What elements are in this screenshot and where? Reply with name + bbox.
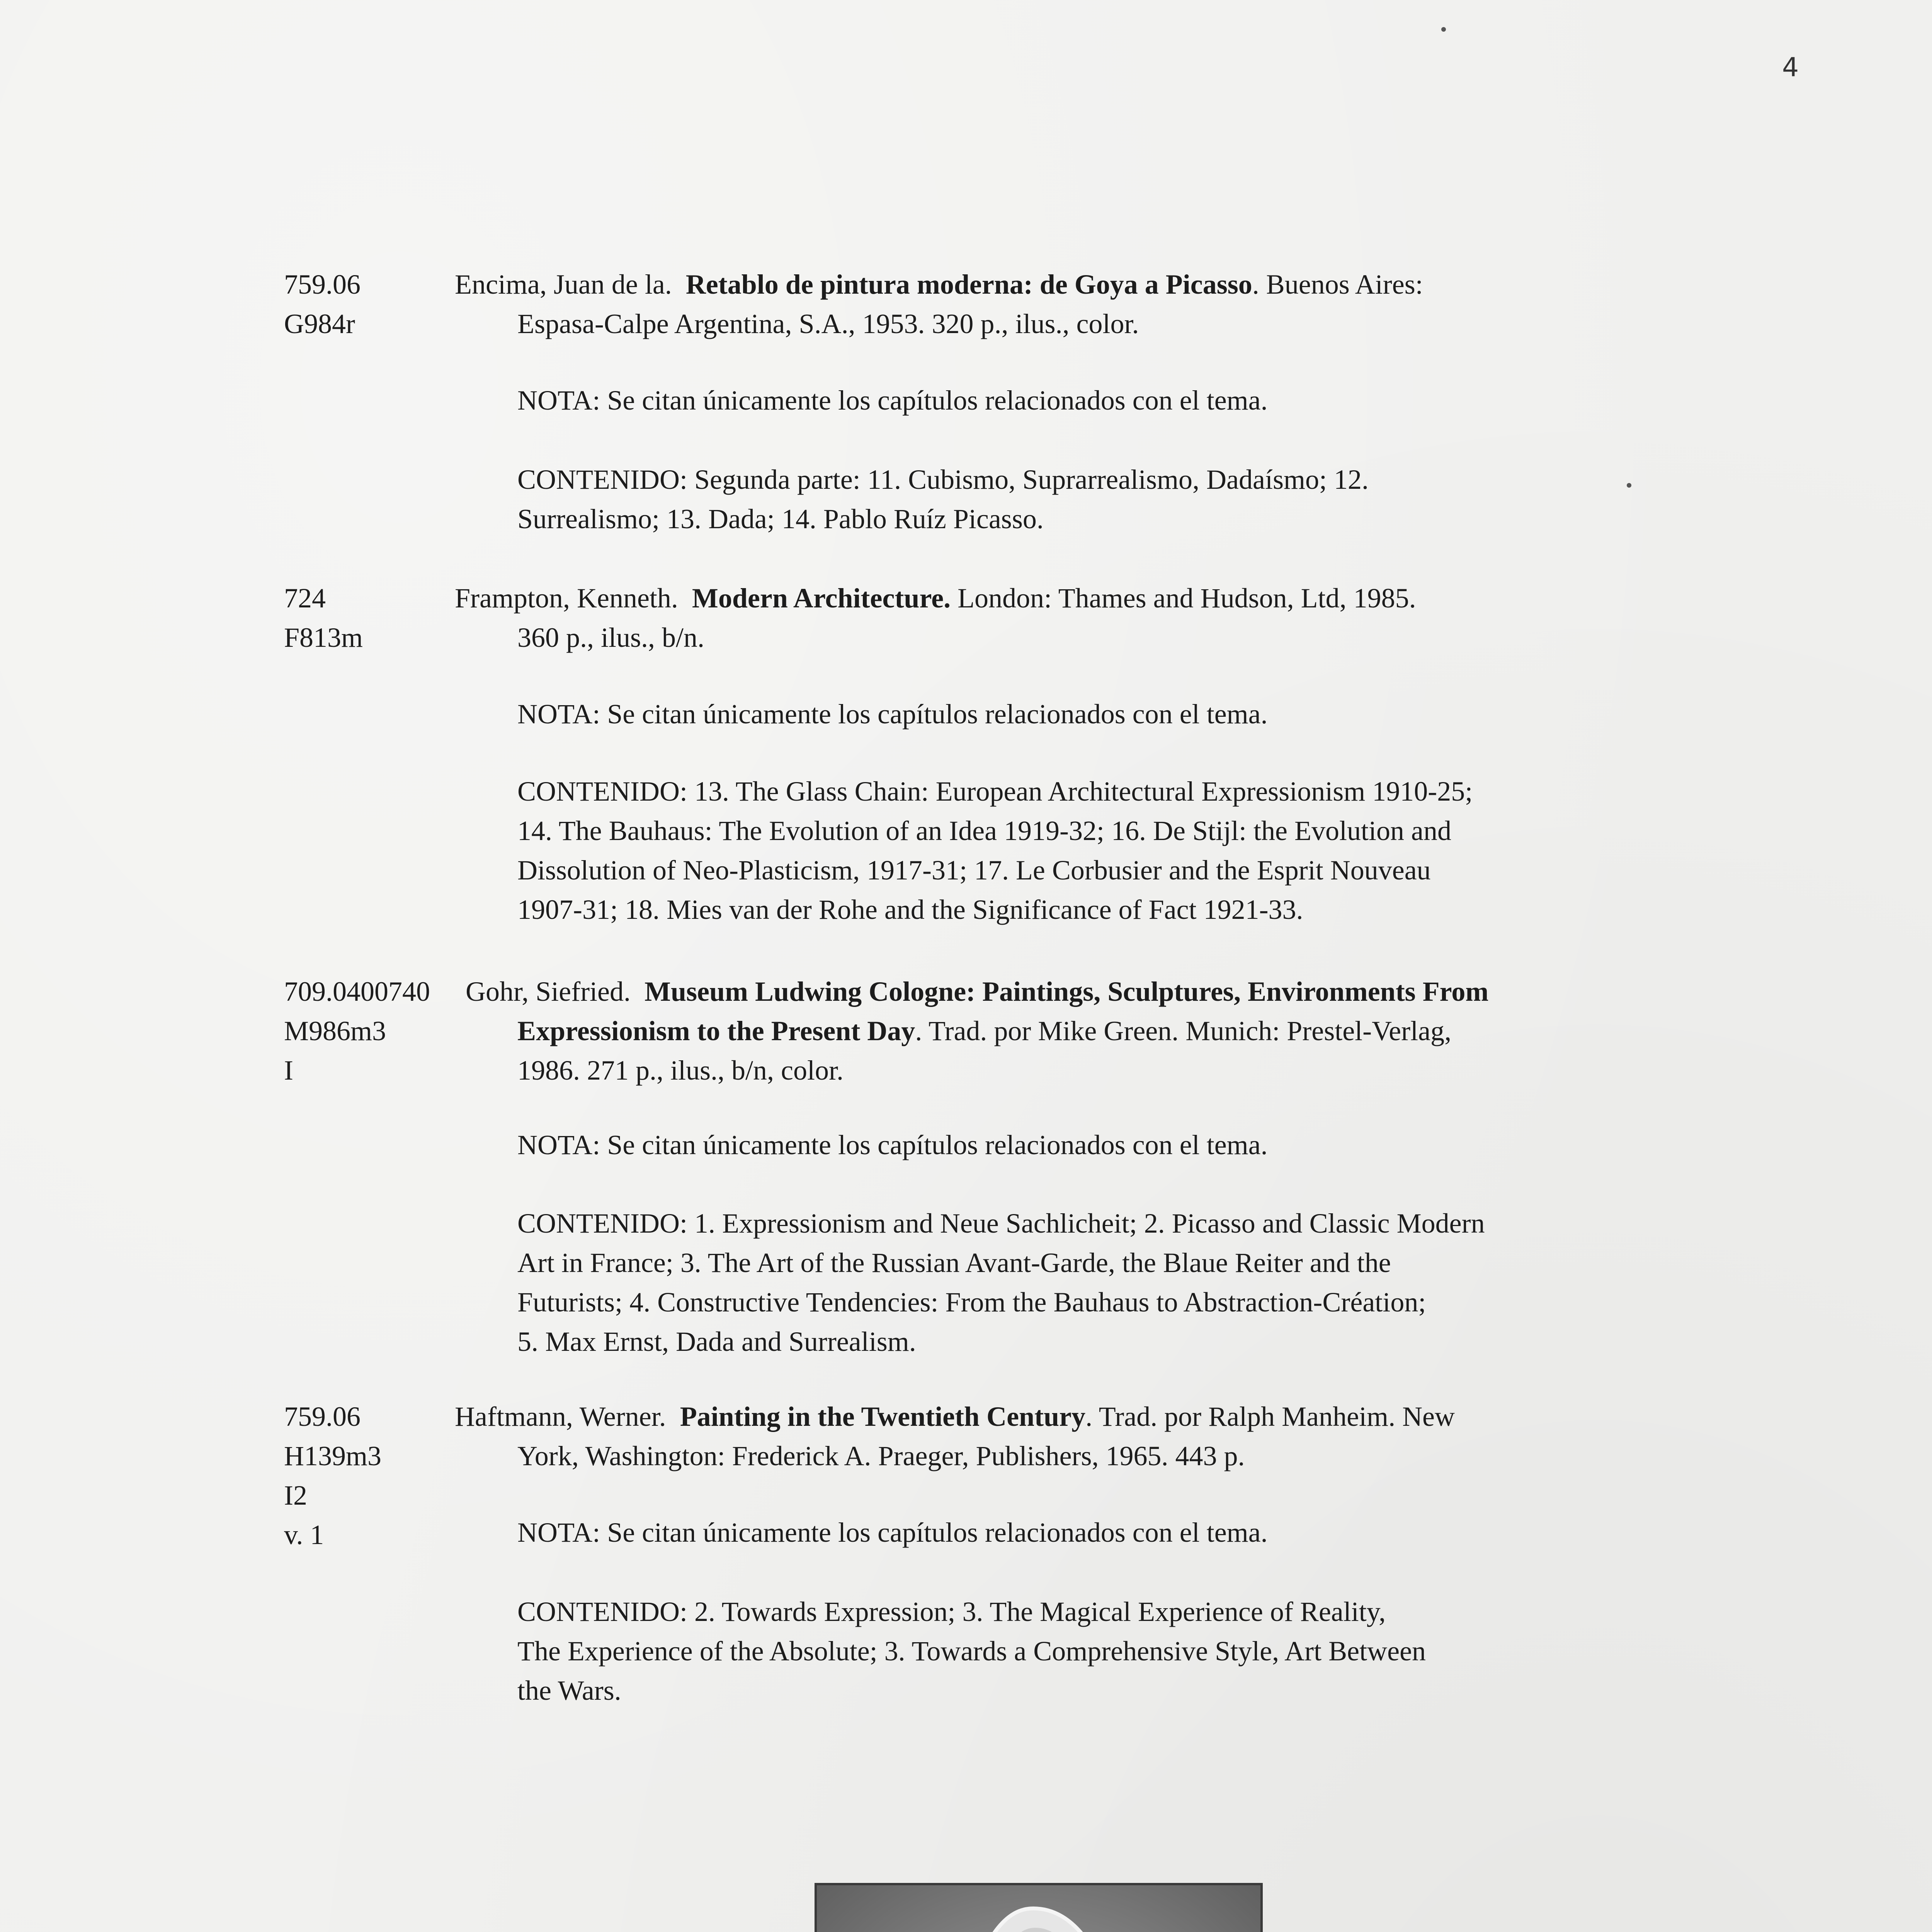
call-number (284, 1397, 381, 1554)
call-number-line: F813m (284, 622, 363, 653)
contenido-line: the Wars. (517, 1675, 621, 1706)
contenido-line: Art in France; 3. The Art of the Russian Avant-Garde, the Blaue Reiter and the (517, 1247, 1391, 1278)
contenido-line: CONTENIDO: 13. The Glass Chain: European Architectural Expressionism 1910-25; (517, 776, 1473, 807)
contenido-line: CONTENIDO: Segunda parte: 11. Cubismo, Suprarrealismo, Dadaísmo; 12. (517, 464, 1369, 495)
contenido-line: CONTENIDO: 1. Expressionism and Neue Sachlicheit; 2. Picasso and Classic Modern (517, 1208, 1485, 1239)
contenido (517, 460, 1754, 539)
book-title: Painting in the Twentieth Century (680, 1401, 1086, 1432)
contenido-line: Surrealismo; 13. Dada; 14. Pablo Ruíz Picasso. (517, 503, 1044, 534)
contenido-line: Dissolution of Neo-Plasticism, 1917-31; 17. Le Corbusier and the Esprit Nouveau (517, 855, 1431, 886)
author: Gohr, Siefried. (466, 976, 631, 1007)
call-number-line: I2 (284, 1480, 307, 1511)
contenido-line: 1907-31; 18. Mies van der Rohe and the Significance of Fact 1921-33. (517, 894, 1303, 925)
citation (455, 1397, 1455, 1476)
call-number-line: v. 1 (284, 1519, 324, 1550)
contenido-line: CONTENIDO: 2. Towards Expression; 3. The Magical Experience of Reality, (517, 1596, 1386, 1627)
call-number-line: H139m3 (284, 1440, 381, 1471)
call-number (284, 578, 363, 657)
top-page-number: 4 (1782, 52, 1799, 83)
contenido (517, 1592, 1754, 1710)
call-number-line: 724 (284, 583, 326, 614)
urinal-illustration (817, 1885, 1260, 1932)
call-number-line: M986m3 (284, 1015, 386, 1046)
citation-text: . Buenos Aires: (1252, 269, 1423, 300)
book-title: Modern Architecture. (692, 583, 951, 614)
author: Frampton, Kenneth. (455, 583, 678, 614)
contenido (517, 1204, 1754, 1361)
nota: NOTA: Se citan únicamente los capítulos relacionados con el tema. (517, 385, 1268, 416)
citation-text: . Trad. por Mike Green. Munich: Prestel-Verlag, (915, 1015, 1452, 1046)
call-number-line: 759.06 (284, 1401, 361, 1432)
citation (455, 265, 1423, 344)
author: Encima, Juan de la. (455, 269, 672, 300)
citation-text: London: Thames and Hudson, Ltd, 1985. (951, 583, 1416, 614)
contenido-line: 5. Max Ernst, Dada and Surrealism. (517, 1326, 916, 1357)
contenido (517, 772, 1754, 929)
contenido-line: Futurists; 4. Constructive Tendencies: From the Bauhaus to Abstraction-Création; (517, 1287, 1426, 1318)
nota: NOTA: Se citan únicamente los capítulos relacionados con el tema. (517, 1129, 1268, 1160)
nota: NOTA: Se citan únicamente los capítulos relacionados con el tema. (517, 699, 1268, 730)
call-number-line: 759.06 (284, 269, 361, 300)
citation (455, 578, 1416, 657)
call-number-line: 709.0400740 (284, 976, 430, 1007)
author: Haftmann, Werner. (455, 1401, 666, 1432)
call-number-line: I (284, 1055, 293, 1086)
citation-text: York, Washington: Frederick A. Praeger, Publishers, 1965. 443 p. (517, 1440, 1245, 1471)
artwork-photo (815, 1883, 1263, 1932)
contenido-line: 14. The Bauhaus: The Evolution of an Idea 1919-32; 16. De Stijl: the Evolution and (517, 815, 1451, 846)
call-number (284, 265, 361, 344)
scan-speck (1441, 27, 1446, 32)
call-number-line: G984r (284, 308, 355, 339)
call-number (284, 972, 430, 1090)
book-title-continued: Expressionism to the Present Day (517, 1015, 915, 1046)
citation-text: . Trad. por Ralph Manheim. New (1085, 1401, 1455, 1432)
citation-text: 360 p., ilus., b/n. (517, 622, 705, 653)
book-title: Retablo de pintura moderna: de Goya a Picasso (685, 269, 1252, 300)
citation (466, 972, 1488, 1090)
citation-text: Espasa-Calpe Argentina, S.A., 1953. 320 p., ilus., color. (517, 308, 1139, 339)
book-title: Museum Ludwing Cologne: Paintings, Sculptures, Environments From (645, 976, 1489, 1007)
contenido-line: The Experience of the Absolute; 3. Towards a Comprehensive Style, Art Between (517, 1636, 1426, 1667)
scan-speck (1627, 483, 1631, 488)
citation-text: 1986. 271 p., ilus., b/n, color. (517, 1055, 844, 1086)
nota: NOTA: Se citan únicamente los capítulos relacionados con el tema. (517, 1517, 1268, 1548)
